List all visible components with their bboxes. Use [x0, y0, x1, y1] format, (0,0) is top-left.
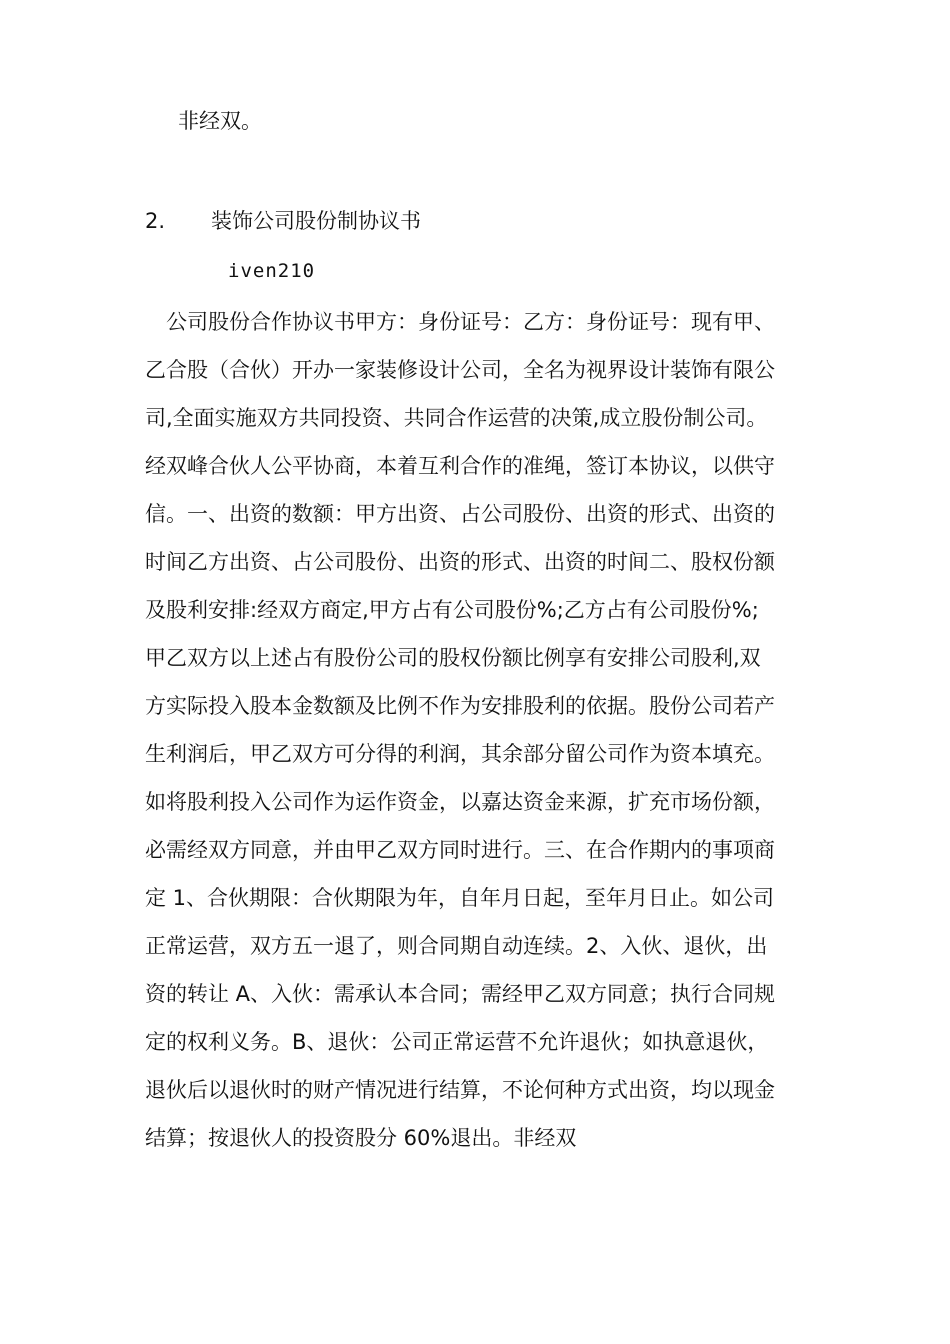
body-line: 司,全面实施双方共同投资、共同合作运营的决策,成立股份制公司。	[145, 406, 768, 430]
section-heading	[145, 204, 421, 238]
body-line: 及股利安排:经双方商定,甲方占有公司股份%;乙方占有公司股份%;	[145, 598, 759, 622]
body-line: 退伙后以退伙时的财产情况进行结算，不论何种方式出资，均以现金	[145, 1078, 775, 1102]
body-line: 如将股利投入公司作为运作资金，以嘉达资金来源，扩充市场份额，	[145, 790, 775, 814]
intro-text: 非经双。	[178, 109, 262, 133]
body-line: 经双峰合伙人公平协商，本着互利合作的准绳，签订本协议，以供守	[145, 454, 775, 478]
author-name: iven210	[228, 260, 316, 282]
body-line: 甲乙双方以上述占有股份公司的股权份额比例享有安排公司股利,双	[145, 646, 761, 670]
body-line: 资的转让 A、入伙：需承认本合同；需经甲乙双方同意；执行合同规	[145, 982, 776, 1006]
body-line: 定的权利义务。B、退伙：公司正常运营不允许退伙；如执意退伙，	[145, 1030, 769, 1054]
body-line: 结算；按退伙人的投资股分 60%退出。非经双	[145, 1126, 577, 1150]
body-paragraph	[145, 305, 821, 1169]
body-line: 公司股份合作协议书甲方：身份证号：乙方：身份证号：现有甲、	[145, 310, 775, 334]
section-number: 2.	[145, 209, 166, 233]
body-line: 定 1、合伙期限：合伙期限为年，自年月日起，至年月日止。如公司	[145, 886, 775, 910]
body-line: 必需经双方同意，并由甲乙双方同时进行。三、在合作期内的事项商	[145, 838, 775, 862]
body-line: 方实际投入股本金数额及比例不作为安排股利的依据。股份公司若产	[145, 694, 775, 718]
body-line: 正常运营，双方五一退了，则合同期自动连续。2、入伙、退伙，出	[145, 934, 768, 958]
body-line: 乙合股（合伙）开办一家装修设计公司，全名为视界设计装饰有限公	[145, 358, 775, 382]
body-line: 时间乙方出资、占公司股份、出资的形式、出资的时间二、股权份额	[145, 550, 775, 574]
body-line: 信。一、出资的数额：甲方出资、占公司股份、出资的形式、出资的	[145, 502, 775, 526]
section-title: 装饰公司股份制协议书	[211, 209, 421, 233]
body-line: 生利润后，甲乙双方可分得的利润，其余部分留公司作为资本填充。	[145, 742, 775, 766]
